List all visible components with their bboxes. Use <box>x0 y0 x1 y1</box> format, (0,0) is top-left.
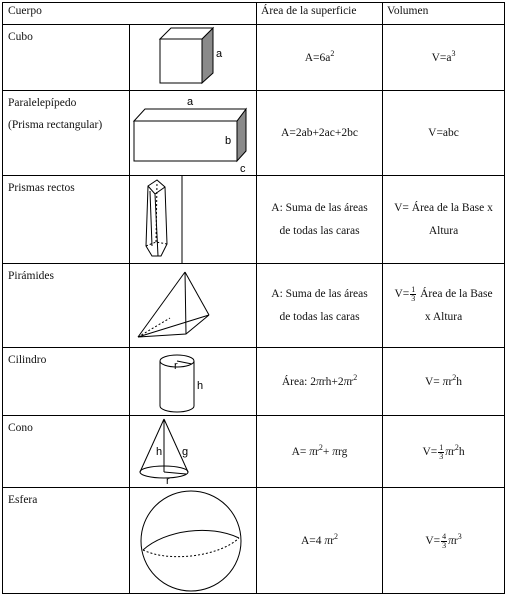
cylinder-volume <box>383 348 505 416</box>
header-body: Cuerpo <box>3 3 257 25</box>
cylinder-figure <box>130 348 257 416</box>
row-name: Prismas rectos <box>3 176 130 264</box>
fraction-den: 3 <box>442 540 447 550</box>
pi-symbol: π <box>448 534 454 547</box>
prism-label-a: a <box>187 96 194 108</box>
cylinder-area-mid: rh+2 <box>321 376 344 389</box>
pyramid-area-line2: de todas las caras <box>279 310 360 323</box>
sphere-area-r: r <box>330 535 335 548</box>
sphere-volume <box>383 488 505 594</box>
cube-area-exp: 2 <box>330 49 335 59</box>
fraction-four-thirds <box>441 533 447 550</box>
pyramid-volume <box>383 264 505 348</box>
cylinder-label-h: h <box>197 380 204 392</box>
cube-area <box>257 25 383 91</box>
cylinder-drawing <box>130 348 257 416</box>
pi-symbol: π <box>309 446 316 459</box>
cylinder-area-pre: Área: 2 <box>281 376 316 389</box>
pi-symbol: π <box>445 445 451 458</box>
pi-symbol: π <box>332 446 339 459</box>
cone-area <box>257 416 383 488</box>
cone-area-exp: 2 <box>318 443 323 453</box>
right-prism-drawing <box>130 176 257 264</box>
pyramid-area <box>257 264 383 348</box>
fraction-num: 1 <box>439 442 444 452</box>
row-name: Cono <box>3 416 130 488</box>
cone-area-pre: A= <box>291 446 310 459</box>
pi-symbol: π <box>324 535 331 548</box>
cube-area-formula: A=6a <box>304 52 331 65</box>
row-name: Cilindro <box>3 348 130 416</box>
cone-figure <box>130 416 257 488</box>
cone-label-g: g <box>182 446 189 458</box>
cylinder-volume-r: r <box>448 376 453 389</box>
cube-volume-exp: 3 <box>451 49 456 59</box>
cube-volume <box>383 25 505 91</box>
cone-volume-r: r <box>451 445 455 458</box>
header-volume: Volumen <box>383 3 505 25</box>
cone-area-mid: + <box>322 446 333 459</box>
pyramid-volume-pre: V= <box>394 287 410 300</box>
row-esfera <box>3 488 505 594</box>
fraction-den: 3 <box>439 451 444 461</box>
pyramid-volume-post: Área de la Base <box>420 287 493 300</box>
row-cono <box>3 416 505 488</box>
row-name: Paralelepípedo <box>8 97 77 109</box>
pyramid-volume-line2: x Altura <box>424 310 463 323</box>
cylinder-volume-pre: V= <box>425 376 443 389</box>
sphere-figure <box>130 488 257 594</box>
prism-area: A=2ab+2ac+2bc <box>257 91 383 176</box>
row-name-sub: (Prisma rectangular) <box>8 118 103 131</box>
prism-figure <box>130 91 257 176</box>
cone-volume-exp: 2 <box>454 443 459 453</box>
row-name-cell <box>3 91 130 176</box>
pyramid-area-line1: A: Suma de las áreas <box>271 287 368 300</box>
right-prism-area-line1: A: Suma de las áreas <box>271 201 368 214</box>
sphere-area-exp: 2 <box>334 532 339 542</box>
sphere-area-pre: A=4 <box>301 535 325 548</box>
cube-drawing <box>130 25 257 91</box>
cone-drawing <box>130 416 257 488</box>
sphere-volume-r: r <box>453 534 458 547</box>
pi-symbol: π <box>343 376 350 389</box>
row-name: Esfera <box>3 488 130 594</box>
fraction-num: 4 <box>442 531 447 541</box>
cone-label-r: r <box>166 475 170 487</box>
cube-label-a: a <box>216 48 223 60</box>
cone-volume <box>383 416 505 488</box>
sphere-area <box>257 488 383 594</box>
cylinder-volume-exp: 2 <box>452 373 457 383</box>
sphere-volume-exp: 3 <box>457 532 462 542</box>
cube-volume-formula: V=a <box>431 52 452 65</box>
right-prism-figure <box>130 176 257 264</box>
row-piramides <box>3 264 505 348</box>
prism-volume: V=abc <box>383 91 505 176</box>
right-prism-volume <box>383 176 505 264</box>
fraction-one-third <box>438 444 444 461</box>
prism-drawing <box>130 91 257 176</box>
right-prism-volume-line1: V= Área de la Base x <box>394 201 493 214</box>
header-area: Área de la superficie <box>257 3 383 25</box>
pyramid-volume-line1 <box>383 286 504 303</box>
fraction-num: 1 <box>411 284 416 294</box>
cylinder-volume-post: h <box>456 376 463 389</box>
sphere-volume-pre: V= <box>425 534 441 547</box>
cone-area-r: r <box>315 446 319 459</box>
row-paralelepipedo <box>3 91 505 176</box>
cone-area-post: rg <box>338 446 348 459</box>
solids-table <box>2 2 505 594</box>
pi-symbol: π <box>316 376 322 389</box>
cylinder-area-r: r <box>349 376 354 389</box>
pyramid-figure <box>130 264 257 348</box>
cone-volume-pre: V= <box>422 445 438 458</box>
sphere-drawing <box>130 488 257 594</box>
fraction-one-third <box>410 286 416 303</box>
row-name: Pirámides <box>3 264 130 348</box>
fraction-den: 3 <box>411 293 416 303</box>
row-prismas-rectos <box>3 176 505 264</box>
pi-symbol: π <box>442 376 449 389</box>
row-cubo <box>3 25 505 91</box>
right-prism-volume-line2: Altura <box>428 224 459 237</box>
row-name: Cubo <box>3 25 130 91</box>
pyramid-drawing <box>130 264 257 348</box>
right-prism-area <box>257 176 383 264</box>
cone-label-h: h <box>156 446 163 458</box>
cylinder-area-exp: 2 <box>353 373 358 383</box>
header-row <box>3 3 505 25</box>
cylinder-label-r: r <box>174 360 178 372</box>
prism-label-c: c <box>240 163 246 175</box>
prism-label-b: b <box>225 135 232 147</box>
cylinder-area <box>257 348 383 416</box>
right-prism-area-line2: de todas las caras <box>279 224 360 237</box>
row-cilindro <box>3 348 505 416</box>
cube-figure <box>130 25 257 91</box>
cone-volume-post: h <box>458 445 465 458</box>
